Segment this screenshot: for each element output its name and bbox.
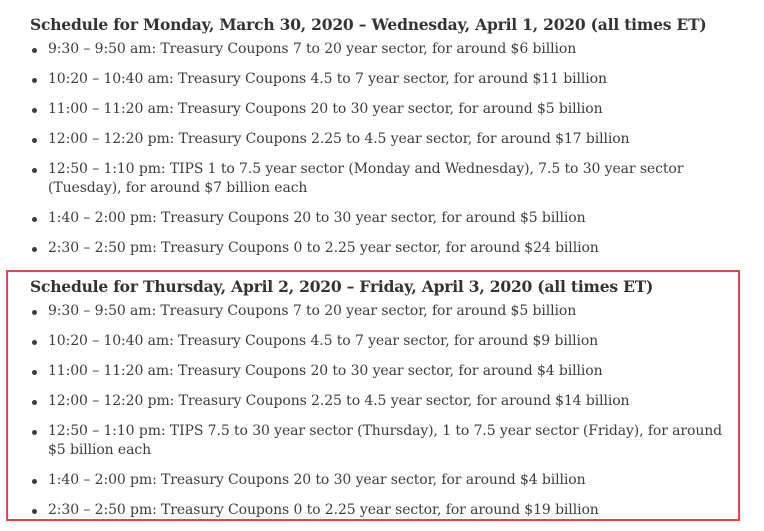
bullet-icon <box>32 479 37 484</box>
schedule-item <box>30 332 740 351</box>
bullet-icon <box>32 400 37 405</box>
bullet-icon <box>32 217 37 222</box>
schedule-heading: Schedule for Thursday, April 2, 2020 – Friday, April 3, 2020 (all times ET) <box>30 277 654 296</box>
schedule-item-text: 10:20 – 10:40 am: Treasury Coupons 4.5 to 7 year sector, for around $11 billion <box>48 71 607 87</box>
schedule-item <box>30 70 740 89</box>
bullet-icon <box>32 168 37 173</box>
bullet-icon <box>32 430 37 435</box>
bullet-icon <box>32 247 37 252</box>
schedule-section-mar30-apr1 <box>30 14 740 269</box>
schedule-section-apr2-apr3 <box>30 276 740 531</box>
schedule-item <box>30 471 740 490</box>
schedule-item <box>30 160 740 198</box>
schedule-item-text: 12:00 – 12:20 pm: Treasury Coupons 2.25 to 4.5 year sector, for around $17 billion <box>48 131 630 147</box>
schedule-item <box>30 362 740 381</box>
bullet-icon <box>32 340 37 345</box>
bullet-icon <box>32 108 37 113</box>
schedule-item-text: 11:00 – 11:20 am: Treasury Coupons 20 to 30 year sector, for around $4 billion <box>48 363 603 379</box>
schedule-item-text: 9:30 – 9:50 am: Treasury Coupons 7 to 20 year sector, for around $5 billion <box>48 303 577 319</box>
bullet-icon <box>32 509 37 514</box>
schedule-item <box>30 130 740 149</box>
bullet-icon <box>32 310 37 315</box>
bullet-icon <box>32 48 37 53</box>
schedule-heading: Schedule for Monday, March 30, 2020 – Wednesday, April 1, 2020 (all times ET) <box>30 15 707 34</box>
schedule-item <box>30 422 740 460</box>
schedule-item <box>30 501 740 520</box>
schedule-item-text: 1:40 – 2:00 pm: Treasury Coupons 20 to 30 year sector, for around $5 billion <box>48 210 586 226</box>
schedule-item-text: 2:30 – 2:50 pm: Treasury Coupons 0 to 2.25 year sector, for around $19 billion <box>48 502 599 518</box>
schedule-item <box>30 302 740 321</box>
schedule-item <box>30 40 740 59</box>
schedule-item-text: 1:40 – 2:00 pm: Treasury Coupons 20 to 30 year sector, for around $4 billion <box>48 472 586 488</box>
schedule-item <box>30 100 740 119</box>
schedule-item-text: 11:00 – 11:20 am: Treasury Coupons 20 to 30 year sector, for around $5 billion <box>48 101 603 117</box>
bullet-icon <box>32 370 37 375</box>
schedule-item <box>30 239 740 258</box>
schedule-item-text: 10:20 – 10:40 am: Treasury Coupons 4.5 to 7 year sector, for around $9 billion <box>48 333 599 349</box>
schedule-item-text: 12:50 – 1:10 pm: TIPS 7.5 to 30 year sector (Thursday), 1 to 7.5 year sector (Friday), for around $5 billion each <box>48 423 723 458</box>
schedule-item <box>30 209 740 228</box>
schedule-item <box>30 392 740 411</box>
schedule-list <box>30 302 740 520</box>
schedule-item-text: 9:30 – 9:50 am: Treasury Coupons 7 to 20 year sector, for around $6 billion <box>48 41 577 57</box>
schedule-item-text: 12:50 – 1:10 pm: TIPS 1 to 7.5 year sector (Monday and Wednesday), 7.5 to 30 year sector (Tuesday), for around $7 billion each <box>48 161 684 196</box>
schedule-item-text: 2:30 – 2:50 pm: Treasury Coupons 0 to 2.25 year sector, for around $24 billion <box>48 240 599 256</box>
bullet-icon <box>32 138 37 143</box>
schedule-item-text: 12:00 – 12:20 pm: Treasury Coupons 2.25 to 4.5 year sector, for around $14 billion <box>48 393 630 409</box>
bullet-icon <box>32 78 37 83</box>
schedule-list <box>30 40 740 258</box>
